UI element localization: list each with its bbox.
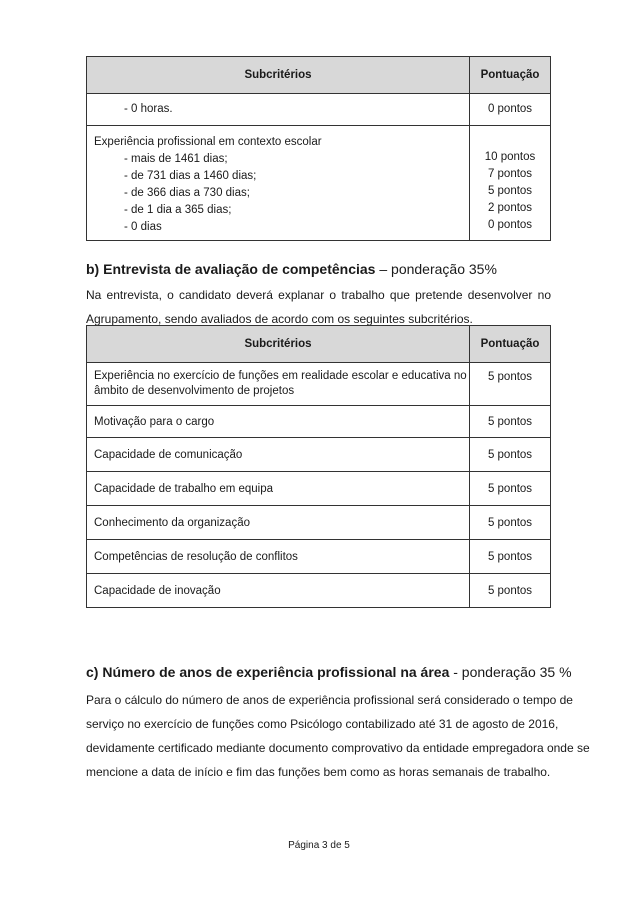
paragraph-line: Para o cálculo do número de anos de experiência profissional será considerado o tempo de — [86, 693, 573, 707]
criterion-cell: Capacidade de trabalho em equipa — [87, 472, 470, 506]
score-cell: 0 pontos — [470, 94, 551, 126]
criterion-cell: - 0 horas. — [87, 94, 470, 126]
interview-table — [86, 325, 551, 608]
table-row — [87, 94, 551, 126]
section-b-heading — [86, 261, 497, 277]
score-cell: 5 pontos — [470, 363, 551, 406]
paragraph-line: serviço no exercício de funções como Psicólogo contabilizado até 31 de agosto de 2016, — [86, 717, 559, 731]
score-item: 2 pontos — [487, 202, 533, 214]
table-row — [87, 126, 551, 241]
page-number: Página 3 de 5 — [288, 840, 350, 851]
criterion-item: - de 366 dias a 730 dias; — [124, 187, 250, 199]
paragraph-line: Na entrevista, o candidato deverá explanar o trabalho que pretende desenvolver no — [86, 288, 551, 302]
paragraph-line: devidamente certificado mediante documento comprovativo da entidade empregadora onde se — [86, 741, 590, 755]
score-cell: 5 pontos — [470, 540, 551, 574]
experience-table — [86, 56, 551, 241]
score-item: 7 pontos — [487, 168, 533, 180]
paragraph-line: mencione a data de início e fim das funções bem como as horas semanais de trabalho. — [86, 765, 551, 779]
table-row — [87, 540, 551, 574]
criterion-cell: Competências de resolução de conflitos — [87, 540, 470, 574]
header-score: Pontuação — [470, 326, 551, 363]
criterion-cell: Conhecimento da organização — [87, 506, 470, 540]
criterion-item: - mais de 1461 dias; — [124, 153, 228, 165]
section-b-heading-weight: – ponderação 35% — [375, 261, 497, 277]
score-cell — [470, 126, 551, 241]
criterion-title: Experiência profissional em contexto escolar — [94, 136, 322, 148]
criterion-cell: Experiência no exercício de funções em realidade escolar e educativa no âmbito de desenvolvimento de projetos — [87, 363, 470, 406]
criterion-cell: Capacidade de inovação — [87, 574, 470, 608]
criterion-cell — [87, 126, 470, 241]
criterion-item: - de 1 dia a 365 dias; — [124, 204, 232, 216]
section-b-paragraph — [86, 283, 551, 331]
section-c-heading-bold: c) Número de anos de experiência profissional na área — [86, 664, 450, 680]
table-row — [87, 363, 551, 406]
table-row — [87, 506, 551, 540]
header-subcriteria: Subcritérios — [87, 326, 470, 363]
score-cell: 5 pontos — [470, 406, 551, 438]
score-cell: 5 pontos — [470, 438, 551, 472]
paragraph-line: Agrupamento, sendo avaliados de acordo com os seguintes subcritérios. — [86, 312, 473, 326]
header-score: Pontuação — [470, 57, 551, 94]
section-c-heading — [86, 664, 572, 680]
section-c-heading-weight: - ponderação 35 % — [449, 664, 572, 680]
criterion-item: - 0 dias — [124, 221, 162, 233]
score-item: 0 pontos — [487, 219, 533, 231]
section-b-heading-bold: b) Entrevista de avaliação de competências — [86, 261, 376, 277]
table-header-row — [87, 326, 551, 363]
table-row — [87, 438, 551, 472]
score-cell: 5 pontos — [470, 574, 551, 608]
score-item: 10 pontos — [484, 151, 536, 163]
criterion-item: - de 731 dias a 1460 dias; — [124, 170, 257, 182]
table-header-row — [87, 57, 551, 94]
criterion-cell: Capacidade de comunicação — [87, 438, 470, 472]
table-row — [87, 472, 551, 506]
header-subcriteria: Subcritérios — [87, 57, 470, 94]
table-row — [87, 406, 551, 438]
table-row — [87, 574, 551, 608]
score-item: 5 pontos — [487, 185, 533, 197]
score-cell: 5 pontos — [470, 506, 551, 540]
score-cell: 5 pontos — [470, 472, 551, 506]
criterion-cell: Motivação para o cargo — [87, 406, 470, 438]
section-c-paragraph — [86, 688, 590, 784]
